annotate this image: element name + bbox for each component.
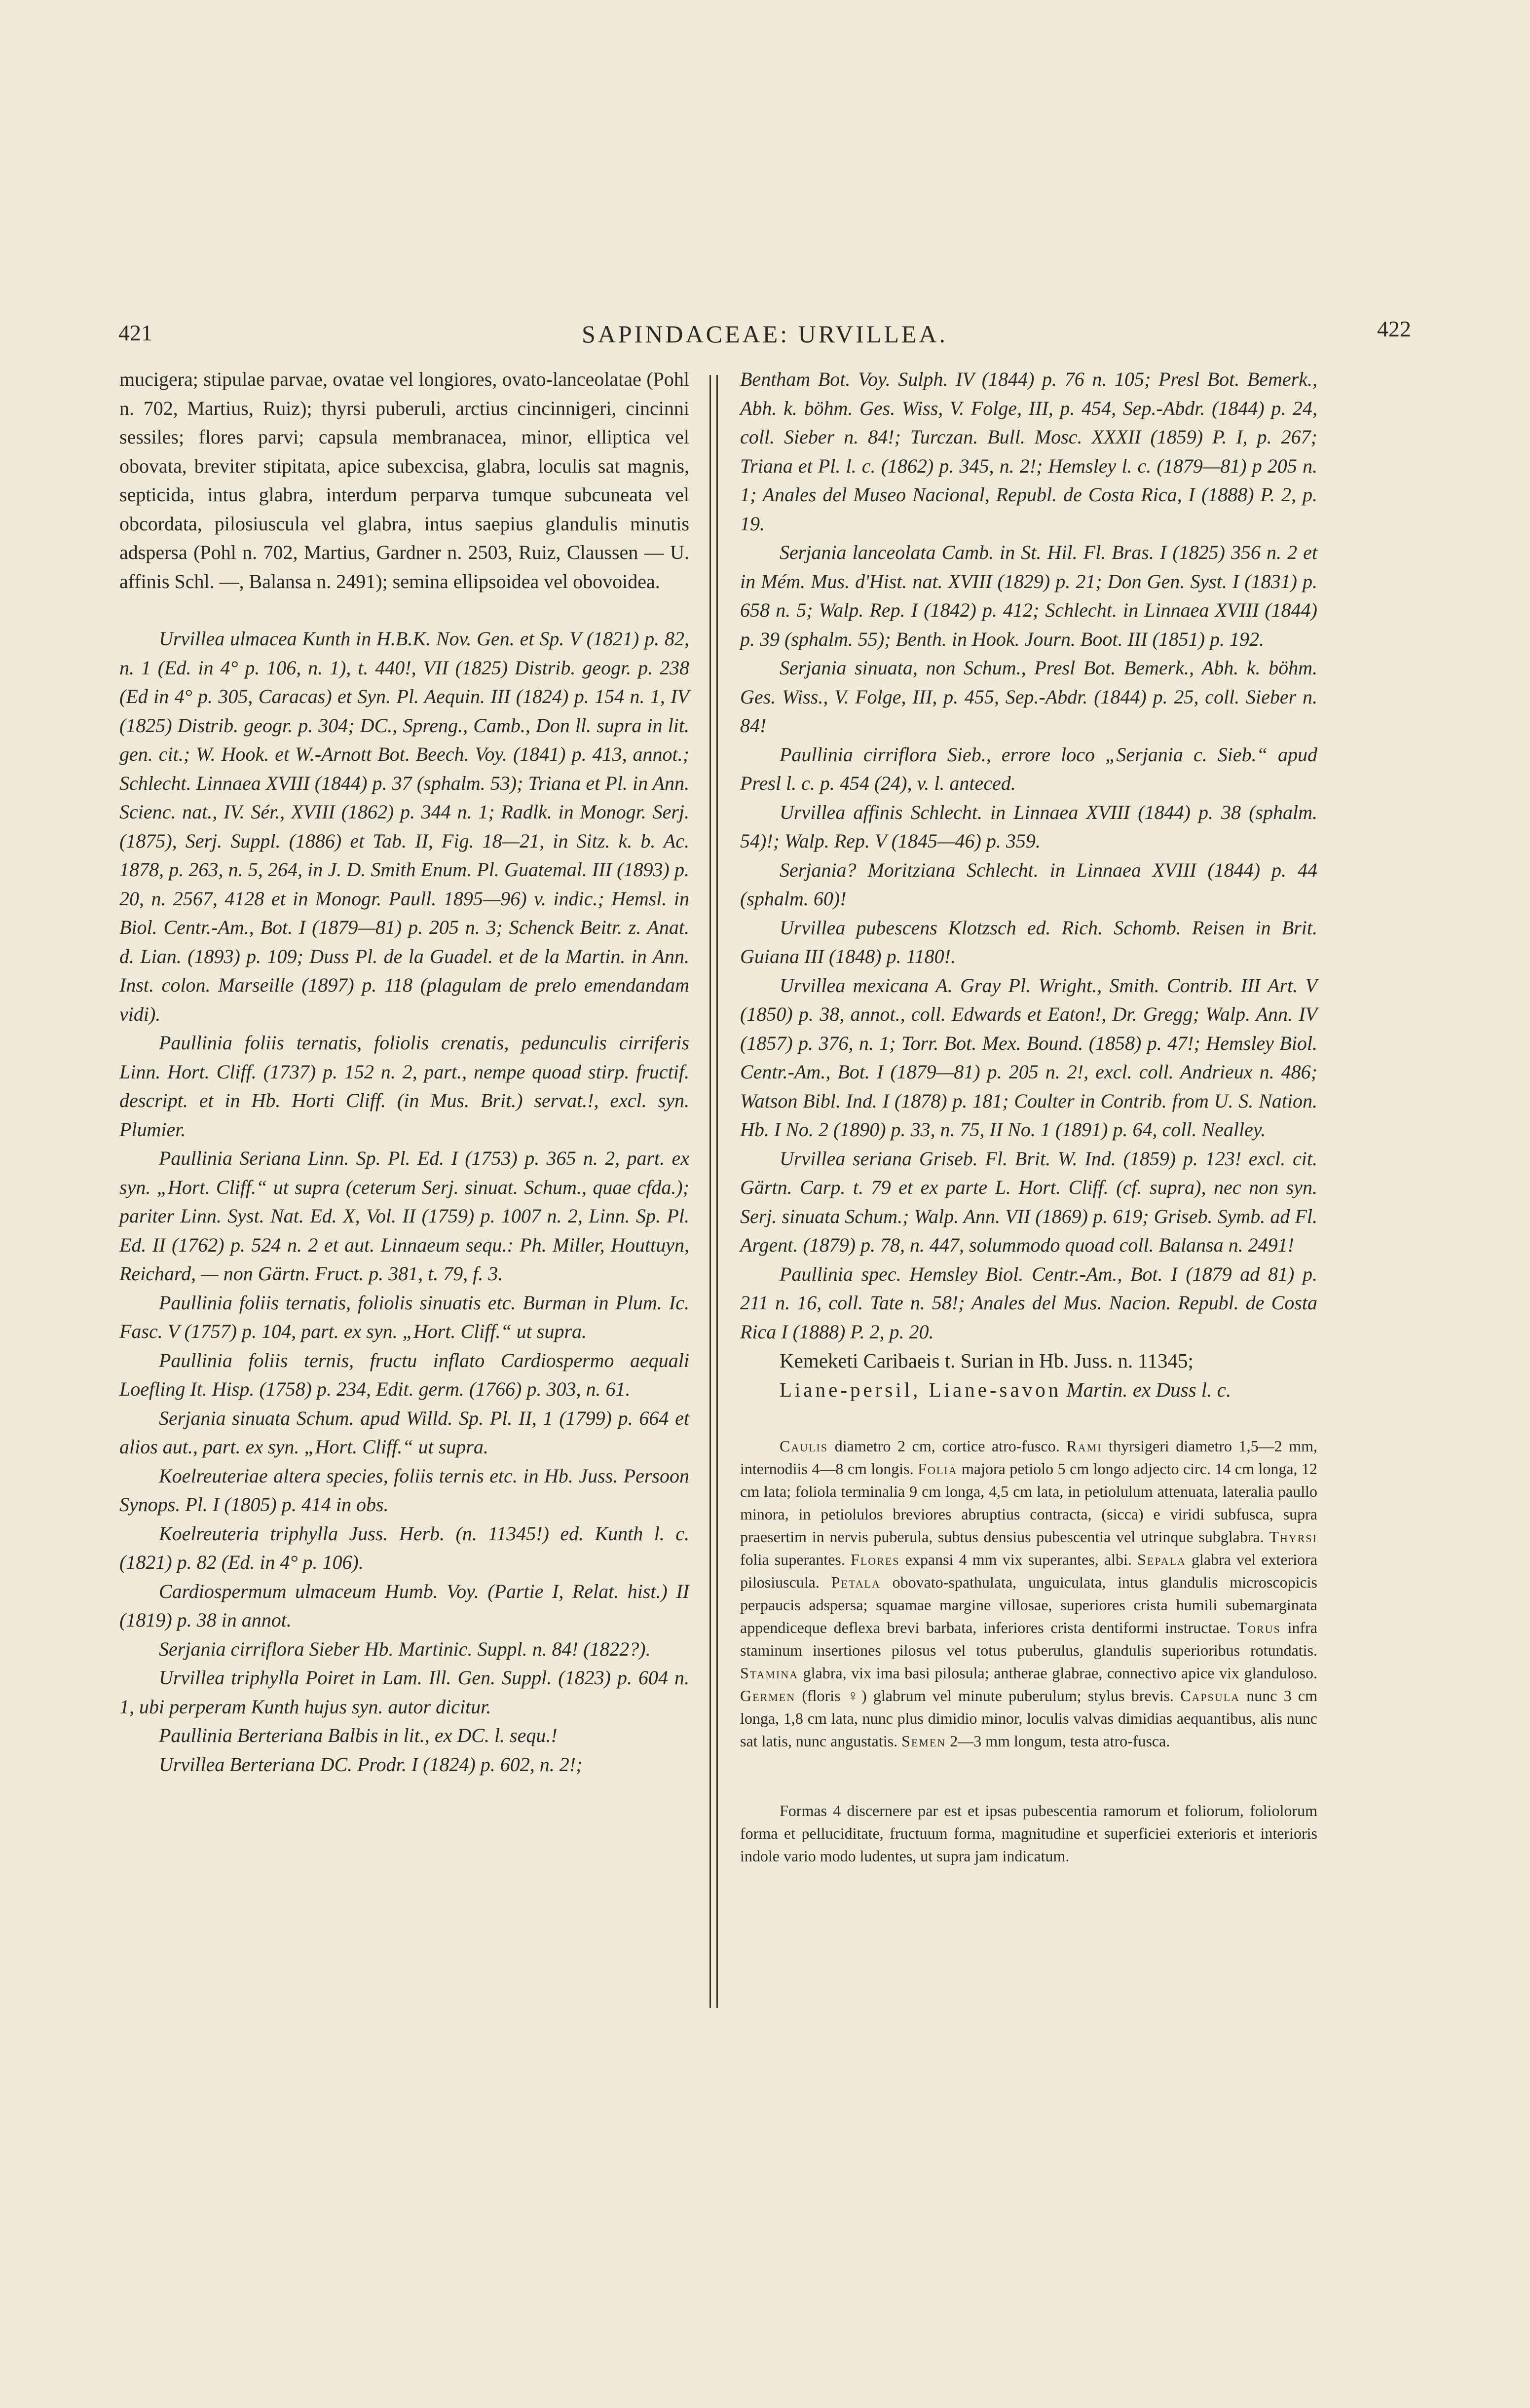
desc-text: expansi 4 mm vix superantes, albi. bbox=[899, 1551, 1138, 1568]
desc-label: Flores bbox=[851, 1551, 900, 1568]
synonym-reference: Paullinia Berteriana Balbis in lit., ex DC. l. sequ.! bbox=[159, 1724, 558, 1746]
desc-text: folia superantes. bbox=[740, 1551, 851, 1568]
desc-text: thyrsigeri diametro 1,5—2 mm, internodiis 4—8 cm longis. bbox=[740, 1437, 1318, 1478]
desc-text: 2—3 mm longum, testa atro-fusca. bbox=[946, 1732, 1170, 1750]
synonym-reference: Urvillea seriana Griseb. Fl. Brit. W. Ind. (1859) p. 123! excl. cit. Gärtn. Carp. t. 79 et ex parte L. Hort. Cliff. (cf. supra), nec non syn. Serj. sinuata Schum.; Walp. Ann. VII (1869) p. 619; Griseb. Symb. ad Fl. Argent. (1879) p. 78, n. 447, solummodo quoad coll. Balansa n. 2491! bbox=[740, 1147, 1317, 1256]
desc-label: Sepala bbox=[1137, 1551, 1186, 1568]
desc-text: nunc 3 cm longa, 1,8 cm lata, nunc plus dimidio minor, loculis valvas dimidias aequantibus, alis nunc sat latis, nunc angustatis. bbox=[740, 1687, 1318, 1750]
synonym-reference: Koelreuteria triphylla Juss. Herb. (n. 11345!) ed. Kunth l. c. (1821) p. 82 (Ed. in 4° p. 106). bbox=[119, 1522, 689, 1573]
desc-label: Stamina bbox=[740, 1664, 799, 1682]
desc-text: infra staminum insertiones pilosus vel totus puberulus, glandulis superioribus rotundatis. bbox=[740, 1619, 1318, 1659]
synonym-reference: Paullinia foliis ternatis, foliolis crenatis, pedunculis cirriferis Linn. Hort. Cliff. (1737) p. 152 n. 2, part., nempe quoad stirp. fructif. descript. et in Hb. Horti Cliff. (in Mus. Brit.) servat.!, excl. syn. Plumier. bbox=[119, 1032, 689, 1141]
desc-label: Folia bbox=[918, 1460, 958, 1478]
morphological-description bbox=[740, 1435, 1317, 1752]
synonym-reference: Urvillea mexicana A. Gray Pl. Wright., Smith. Contrib. III Art. V (1850) p. 38, annot., coll. Edwards et Eaton!, Dr. Gregg; Walp. Ann. IV (1857) p. 376, n. 1; Torr. Bot. Mex. Bound. (1858) p. 47!; Hemsley Biol. Centr.-Am., Bot. I (1879—81) p. 205 n. 2!, excl. coll. Andrieux n. 486; Watson Bibl. Ind. I (1878) p. 181; Coulter in Contrib. from U. S. Nation. Hb. I No. 2 (1890) p. 33, n. 75, II No. 1 (1891) p. 64, coll. Nealley. bbox=[740, 974, 1317, 1141]
running-head: SAPINDACEAE: URVILLEA. bbox=[581, 320, 948, 348]
desc-label: Semen bbox=[901, 1732, 946, 1750]
column-divider-rule bbox=[709, 375, 711, 2008]
vernacular-name-liane bbox=[740, 1375, 1317, 1405]
desc-label: Germen bbox=[740, 1687, 796, 1704]
synonym-reference: Urvillea triphylla Poiret in Lam. Ill. Gen. Suppl. (1823) p. 604 n. 1, ubi perperam Kunth hujus syn. autor dicitur. bbox=[119, 1667, 689, 1718]
vernacular-source: Martin. ex Duss l. c. bbox=[1061, 1378, 1231, 1401]
synonym-reference: Paullinia Seriana Linn. Sp. Pl. Ed. I (1753) p. 365 n. 2, part. ex syn. „Hort. Cliff.“ ut supra (ceterum Serj. sinuat. Schum., quae cfda.); pariter Linn. Syst. Nat. Ed. X, Vol. II (1759) p. 1007 n. 2, Linn. Sp. Pl. Ed. II (1762) p. 524 n. 2 et aut. Linnaeum sequ.: Ph. Miller, Houttuyn, Reichard, — non Gärtn. Fruct. p. 381, t. 79, f. 3. bbox=[119, 1147, 689, 1285]
desc-text: glabra vel exteriora pilosiuscula. bbox=[740, 1551, 1318, 1591]
desc-text: (floris ♀) glabrum vel minute puberulum; stylus brevis. bbox=[795, 1687, 1181, 1704]
left-column bbox=[119, 365, 689, 1779]
synonym-reference: Serjania? Moritziana Schlecht. in Linnaea XVIII (1844) p. 44 (sphalm. 60)! bbox=[740, 858, 1317, 910]
synonym-reference: Urvillea Berteriana DC. Prodr. I (1824) p. 602, n. 2!; bbox=[159, 1753, 583, 1776]
desc-text: diametro 2 cm, cortice atro-fusco. bbox=[828, 1437, 1067, 1455]
synonym-reference: Urvillea ulmacea Kunth in H.B.K. Nov. Gen. et Sp. V (1821) p. 82, n. 1 (Ed. in 4° p. 106, n. 1), t. 440!, VII (1825) Distrib. geogr. p. 238 (Ed in 4° p. 305, Caracas) et Syn. Pl. Aequin. III (1824) p. 154 n. 1, IV (1825) Distrib. geogr. p. 304; DC., Spreng., Camb., Don ll. supra in lit. gen. cit.; W. Hook. et W.-Arnott Bot. Beech. Voy. (1841) p. 413, annot.; Schlecht. Linnaea XVIII (1844) p. 37 (sphalm. 53); Triana et Pl. in Ann. Scienc. nat., IV. Sér., XVIII (1862) p. 344 n. 1; Radlk. in Monogr. Serj. (1875), Serj. Suppl. (1886) et Tab. II, Fig. 18—21, in Sitz. k. b. Ac. 1878, p. 263, n. 5, 264, in J. D. Smith Enum. Pl. Guatemal. III (1893) p. 20, n. 2567, 4128 et in Monogr. Paull. 1895—96) v. indic.; Hemsl. in Biol. Centr.-Am., Bot. I (1879—81) p. 205 n. 3; Schenck Beitr. z. Anat. d. Lian. (1893) p. 109; Duss Pl. de la Guadel. et de la Martin. in Ann. Inst. colon. Marseille (1897) p. 118 (plagulam de prelo emendandam vidi). bbox=[119, 628, 689, 1025]
desc-label: Thyrsi bbox=[1269, 1528, 1317, 1546]
vernacular-names-spaced: Liane-persil, Liane-savon bbox=[780, 1378, 1062, 1401]
synonym-reference: Paullinia spec. Hemsley Biol. Centr.-Am., Bot. I (1879 ad 81) p. 211 n. 16, coll. Tate n. 58!; Anales del Mus. Nacion. Republ. de Costa Rica I (1888) P. 2, p. 20. bbox=[740, 1262, 1317, 1343]
vernacular-name-kemeketi: Kemeketi Caribaeis t. Surian in Hb. Juss. n. 11345; bbox=[780, 1349, 1194, 1372]
page-number-left: 421 bbox=[118, 320, 152, 345]
desc-text: glabra, vix ima basi pilosula; antherae glabrae, connectivo apice vix glanduloso. bbox=[798, 1664, 1317, 1682]
description-continuation: mucigera; stipulae parvae, ovatae vel longiores, ovato-lanceolatae (Pohl n. 702, Martius, Ruiz); thyrsi puberuli, arctius cincinnigeri, cincinni sessiles; flores parvi; capsula membranacea, minor, elliptica vel obovata, breviter stipitata, apice subexcisa, glabra, loculis sat magnis, septicida, intus glabra, interdum perparva tumque subcuneata vel obcordata, pilosiuscula vel glabra, intus saepius glandulis minutis adspersa (Pohl n. 702, Martius, Gardner n. 2503, Ruiz, Claussen — U. affinis Schl. —, Balansa n. 2491); semina ellipsoidea vel obovoidea. bbox=[119, 368, 689, 593]
synonym-reference: Serjania lanceolata Camb. in St. Hil. Fl. Bras. I (1825) 356 n. 2 et in Mém. Mus. d'Hist. nat. XVIII (1829) p. 21; Don Gen. Syst. I (1831) p. 658 n. 5; Walp. Rep. I (1842) p. 412; Schlecht. in Linnaea XVIII (1844) p. 39 (sphalm. 55); Benth. in Hook. Journ. Boot. III (1851) p. 192. bbox=[740, 541, 1317, 650]
page-number-right: 422 bbox=[1377, 316, 1411, 341]
desc-label: Torus bbox=[1237, 1619, 1281, 1636]
synonym-reference: Serjania sinuata, non Schum., Presl Bot. Bemerk., Abh. k. böhm. Ges. Wiss., V. Folge, III, p. 455, Sep.-Abdr. (1844) p. 25, coll. Sieber n. 84! bbox=[740, 657, 1317, 737]
synonym-reference: Urvillea pubescens Klotzsch ed. Rich. Schomb. Reisen in Brit. Guiana III (1848) p. 1180!. bbox=[740, 916, 1317, 967]
reference-continuation: Bentham Bot. Voy. Sulph. IV (1844) p. 76 n. 105; Presl Bot. Bemerk., Abh. k. böhm. Ges. Wiss, V. Folge, III, p. 454, Sep.-Abdr. (1844) p. 24, coll. Sieber n. 84!; Turczan. Bull. Mosc. XXXII (1859) P. I, p. 267; Triana et Pl. l. c. (1862) p. 345, n. 2!; Hemsley l. c. (1879—81) p 205 n. 1; Anales del Museo Nacional, Republ. de Costa Rica, I (1888) P. 2, p. 19. bbox=[740, 368, 1317, 535]
synonym-reference: Koelreuteriae altera species, foliis ternis etc. in Hb. Juss. Persoon Synops. Pl. I (1805) p. 414 in obs. bbox=[119, 1464, 689, 1516]
desc-label: Caulis bbox=[780, 1437, 828, 1455]
synonym-reference: Paullinia foliis ternatis, foliolis sinuatis etc. Burman in Plum. Ic. Fasc. V (1757) p. 104, part. ex syn. „Hort. Cliff.“ ut supra. bbox=[119, 1291, 689, 1342]
synonym-reference: Paullinia foliis ternis, fructu inflato Cardiospermo aequali Loefling It. Hisp. (1758) p. 234, Edit. germ. (1766) p. 303, n. 61. bbox=[119, 1349, 689, 1400]
column-divider-rule bbox=[716, 375, 718, 2008]
synonym-reference: Paullinia cirriflora Sieb., errore loco „Serjania c. Sieb.“ apud Presl l. c. p. 454 (24), v. l. anteced. bbox=[740, 743, 1317, 794]
synonym-reference: Serjania sinuata Schum. apud Willd. Sp. Pl. II, 1 (1799) p. 664 et alios aut., part. ex syn. „Hort. Cliff.“ ut supra. bbox=[119, 1407, 689, 1458]
desc-text: obovato-spathulata, unguiculata, intus glandulis microscopicis perpaucis adspersa; squamae margine villosae, superiores crista humili subemarginata appendiceque deflexa brevi barbata, inferiores crista dentiformi instructae. bbox=[740, 1573, 1318, 1636]
synonym-reference: Serjania cirriflora Sieber Hb. Martinic. Suppl. n. 84! (1822?). bbox=[159, 1637, 651, 1660]
desc-label: Rami bbox=[1066, 1437, 1102, 1455]
synonym-reference: Cardiospermum ulmaceum Humb. Voy. (Partie I, Relat. hist.) II (1819) p. 38 in annot. bbox=[119, 1580, 689, 1631]
forms-note: Formas 4 discernere par est et ipsas pubescentia ramorum et foliorum, foliolorum forma et pelluciditate, fructuum forma, magnitudine et superficiei exterioris et interioris indole vario modo ludentes, ut supra jam indicatum. bbox=[740, 1802, 1317, 1865]
right-column bbox=[740, 365, 1317, 1867]
desc-label: Capsula bbox=[1180, 1687, 1240, 1704]
synonym-reference: Urvillea affinis Schlecht. in Linnaea XVIII (1844) p. 38 (sphalm. 54)!; Walp. Rep. V (1845—46) p. 359. bbox=[740, 801, 1317, 852]
page-header bbox=[118, 316, 1411, 355]
desc-text: majora petiolo 5 cm longo adjecto circ. 14 cm longa, 12 cm lata; foliola terminalia 9 cm longa, 4,5 cm lata, in petiolulum attenuata, lateralia paullo minora, in petiolulos breviores abruptius contracta, (sicca) e viridi subfusca, supra praesertim in nervis puberula, subtus densius pubescentia vel utrinque subglabra. bbox=[740, 1460, 1318, 1546]
desc-label: Petala bbox=[831, 1573, 881, 1591]
